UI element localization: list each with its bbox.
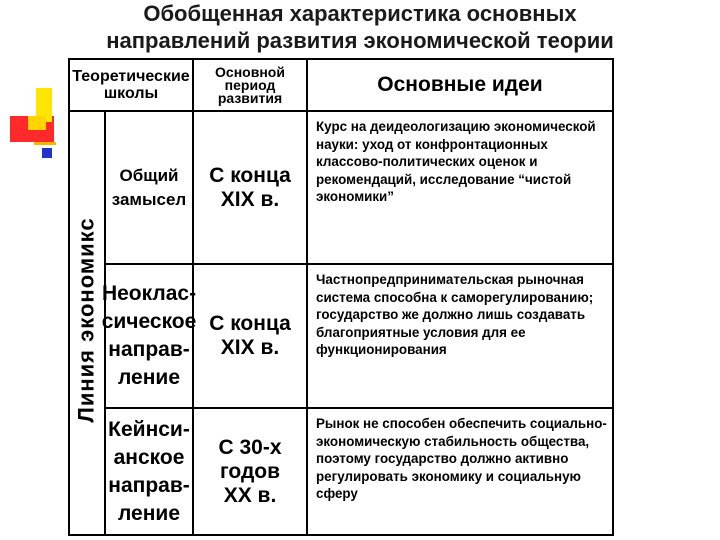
- directions-table: [68, 58, 614, 536]
- row-1-period: [194, 112, 306, 263]
- period-line: С конца: [209, 312, 291, 335]
- header-period-line: период: [224, 76, 276, 93]
- side-label-text: Линия экономикс: [74, 217, 100, 423]
- period-line: С 30-х: [218, 435, 282, 459]
- row-3-idea: Рынок не способен обеспечить социально-экономическую стабильность общества, поэтому государство должно активно регулировать экономику и социальную сферу: [316, 416, 607, 502]
- school-line: сическое: [101, 310, 197, 333]
- school-line: направ-: [108, 473, 190, 497]
- school-line: направ-: [108, 338, 190, 361]
- school-line: Кейнси-: [108, 417, 190, 441]
- row-2-period: [194, 265, 306, 407]
- header-schools: [70, 60, 192, 110]
- row-3-period: [194, 409, 306, 534]
- header-period-line: Основной: [215, 63, 285, 80]
- row-1-school: [106, 112, 192, 263]
- school-line: ление: [117, 501, 180, 525]
- period-line: XIX в.: [220, 336, 280, 359]
- period-line: С конца: [209, 163, 291, 187]
- row-1-idea: Курс на деидеологизацию экономической науки: уход от конфронтационных классово-политических оценок и рекомендаций, исследование “чистой экономики”: [316, 119, 596, 205]
- row-2-idea: Частнопредпринимательская рыночная система способна к саморегулированию; государство же должно лишь создавать благоприятные условия для ее функционирования: [316, 272, 594, 358]
- header-period-line: развития: [217, 89, 283, 106]
- period-line: годов: [219, 459, 281, 483]
- school-line: анское: [113, 445, 185, 469]
- decorative-line: [34, 142, 56, 145]
- side-label: [72, 110, 102, 530]
- period-line: XX в.: [223, 483, 277, 507]
- decorative-square-blue: [42, 148, 52, 158]
- row-3-school: [106, 409, 192, 534]
- school-line: Общий: [119, 165, 179, 185]
- row-2-school: [101, 265, 197, 407]
- decorative-square-orange: [28, 116, 46, 130]
- page-title: [40, 0, 680, 54]
- school-line: ление: [117, 366, 180, 389]
- period-line: XIX в.: [220, 187, 280, 211]
- header-schools-line: школы: [103, 85, 159, 102]
- page-title-line-1: Обобщенная характеристика основных: [143, 1, 577, 26]
- header-period: [194, 60, 306, 110]
- page-title-line-2: направлений развития экономической теории: [106, 28, 614, 53]
- header-ideas: Основные идеи: [377, 73, 543, 96]
- school-line: замысел: [111, 189, 187, 209]
- school-line: Неоклас-: [101, 282, 197, 305]
- header-schools-line: Теоретические: [72, 68, 190, 85]
